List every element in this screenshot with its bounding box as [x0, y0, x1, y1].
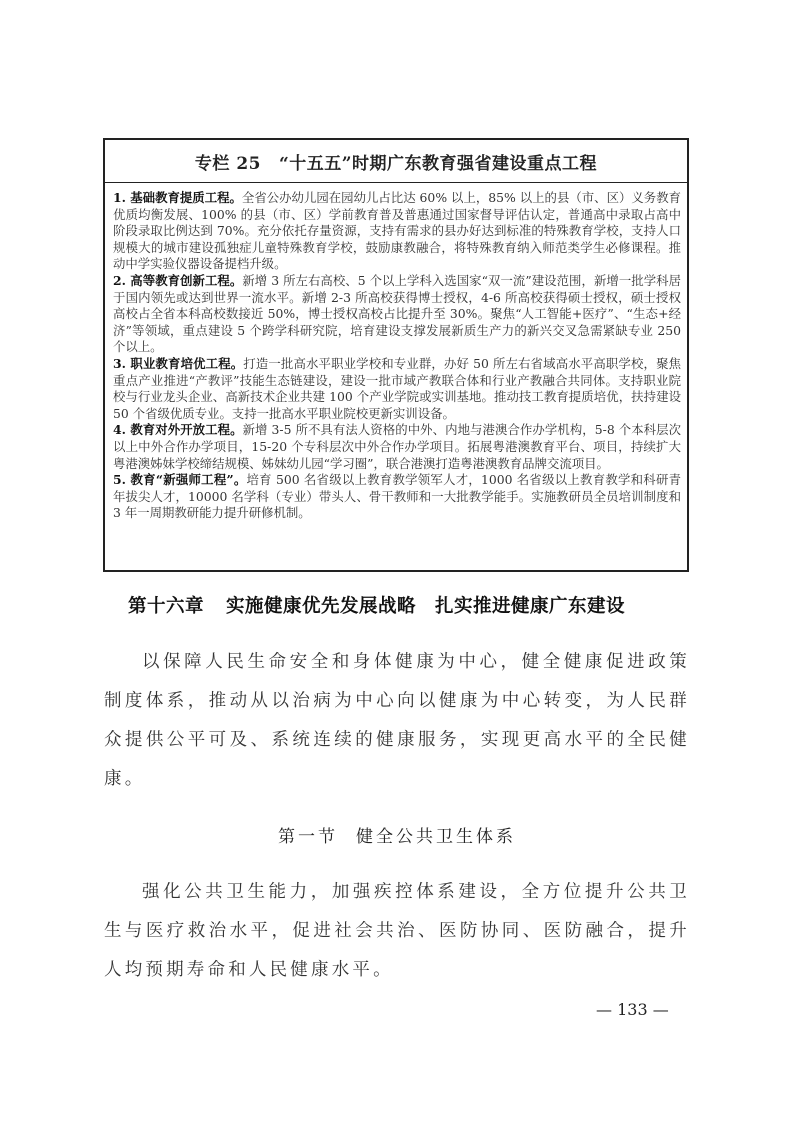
chapter-title: 实施健康优先发展战略 扎实推进健康广东建设	[226, 596, 626, 617]
feature-box	[103, 138, 689, 572]
box-item	[113, 190, 681, 273]
box-item	[113, 356, 681, 422]
item-text: 全省公办幼儿园在园幼儿占比达 60% 以上，85% 以上的县（市、区）义务教育优质均衡发展、100% 的县（市、区）学前教育普及普惠通过国家督导评估认定，普通高中录取占高中阶段录取比例达到 70%。充分依托存量资源，支持有需求的县办好达到标准的特殊教育学校，支持人口规模大的城市建设孤独症儿童特殊教育学校，鼓励康教融合，将特殊教育纳入师范类学生必修课程。推动中学实验仪器设备提档升级。	[113, 190, 682, 272]
item-text: 培育 500 名省级以上教育教学领军人才，1000 名省级以上教育教学和科研青年拔尖人才，10000 名学科（专业）带头人、骨干教师和一大批教学能手。实施教研员全员培训制度和 3 年一周期教研能力提升研修机制。	[113, 472, 682, 521]
item-text: 新增 3-5 所不具有法人资格的中外、内地与港澳合作办学机构，5-8 个本科层次以上中外合作办学项目，15-20 个专科层次中外合作办学项目。拓展粤港澳教育平台、项目，持续扩大粤港澳姊妹学校缔结规模、姊妹幼儿园“学习圈”，联合港澳打造粤港澳教育品牌交流项目。	[113, 422, 681, 471]
box-item	[113, 422, 681, 472]
item-heading: 3. 职业教育培优工程。	[113, 355, 244, 371]
box-item	[113, 273, 681, 356]
box-heading: “十五五”时期广东教育强省建设重点工程	[279, 153, 598, 174]
box-number: 专栏 25	[194, 153, 261, 174]
section-intro-paragraph: 强化公共卫生能力，加强疾控体系建设，全方位提升公共卫生与医疗救治水平，促进社会共治、医防协同、医防融合，提升人均预期寿命和人民健康水平。	[104, 882, 690, 980]
chapter-number: 第十六章	[128, 596, 205, 617]
section-title: 健全公共卫生体系	[356, 827, 516, 847]
section-heading	[0, 822, 794, 847]
section-number: 第一节	[278, 827, 338, 847]
item-heading: 4. 教育对外开放工程。	[113, 422, 243, 438]
item-heading: 2. 高等教育创新工程。	[113, 272, 243, 288]
item-heading: 1. 基础教育提质工程。	[113, 190, 242, 205]
item-heading: 5. 教育“新强师工程”。	[113, 472, 247, 488]
box-body	[105, 183, 687, 522]
item-text: 打造一批高水平职业学校和专业群，办好 50 所左右省域高水平高职学校，聚焦重点产业推进“产教评”技能生态链建设，建设一批市域产教联合体和行业产教融合共同体。支持职业院校与行业龙头企业、高新技术企业共建 100 个产业学院或实训基地。推动技工教育提质培优，扶持建设 50 个省级优质专业。支持一批高水平职业院校更新实训设备。	[113, 355, 681, 421]
chapter-heading	[128, 592, 688, 618]
item-text: 新增 3 所左右高校、5 个以上学科入选国家“双一流”建设范围，新增一批学科居于国内领先或达到世界一流水平。新增 2-3 所高校获得博士授权，4-6 所高校获得硕士授权，硕士授权高校占全省本科高校数接近 50%，博士授权高校占比提升至 30%。聚焦“人工智能+医疗”、“生态+经济”等领域，重点建设 5 个跨学科研究院，培育建设支撑发展新质生产力的新兴交叉急需紧缺专业 250 个以上。	[113, 272, 681, 355]
chapter-intro-paragraph: 以保障人民生命安全和身体健康为中心，健全健康促进政策制度体系，推动从以治病为中心向以健康为中心转变，为人民群众提供公平可及、系统连续的健康服务，实现更高水平的全民健康。	[104, 652, 690, 789]
page-number: — 133 —	[596, 1000, 669, 1019]
box-item	[113, 472, 681, 522]
box-title	[105, 140, 687, 183]
